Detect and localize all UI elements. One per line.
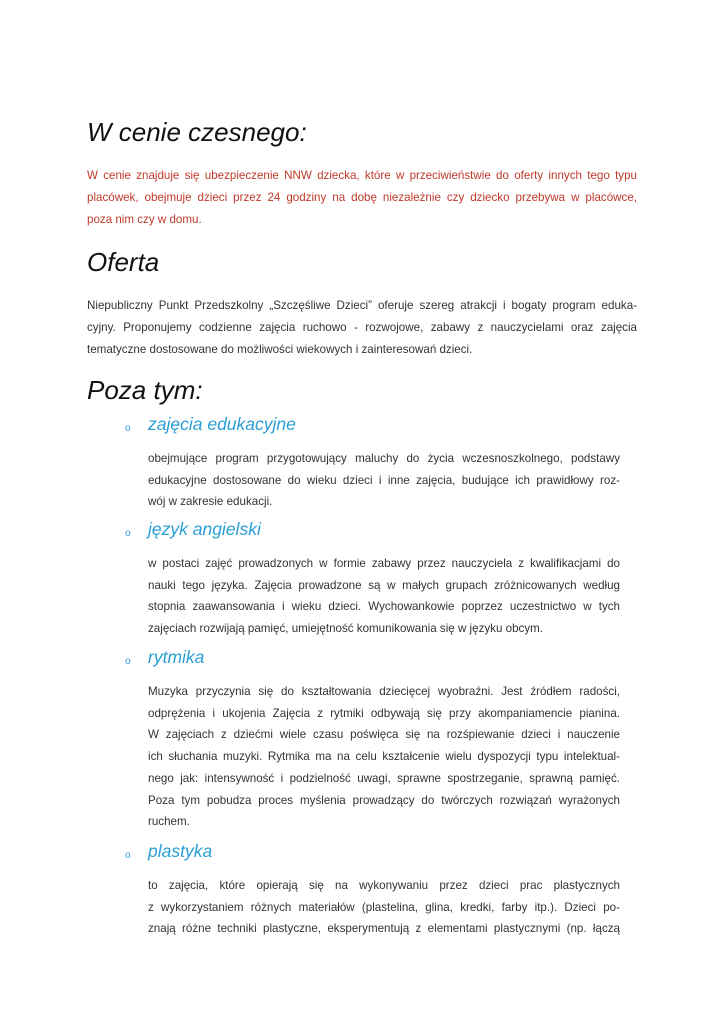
paragraph-english <box>148 553 620 640</box>
paragraph-line: edukacyjne dostosowane do wieku dzieci i inne zajęcia, budujące ich prawidłowy roz- <box>148 473 620 487</box>
paragraph-line: to zajęcia, które opierają się na wykonywaniu przez dzieci prac plastycznych <box>148 879 620 892</box>
paragraph-line: cyjny. Proponujemy codzienne zajęcia ruchowo - rozwojowe, zabawy z nauczycielami oraz zajęcia <box>87 320 637 334</box>
paragraph-line: W cenie znajduje się ubezpieczenie NNW dziecka, które w przeciwieństwie do oferty innych tego typu <box>87 169 637 182</box>
paragraph-line: nauki tego języka. Zajęcia prowadzone są w małych grupach zróżnicowanych według <box>148 578 620 592</box>
paragraph-line: nego jak: intensywność i podzielność uwagi, sprawne spostrzeganie, sprawną pamięć. <box>148 771 620 785</box>
subheading-english: język angielski <box>148 519 261 539</box>
paragraph-line: wój w zakresie edukacji. <box>148 495 273 509</box>
paragraph-line: ich słuchania muzyki. Rytmika ma na celu kształcenie wielu dyspozycji typu intelektual- <box>148 750 620 764</box>
paragraph-line: obejmujące program przygotowujący maluchy do życia wczesnoszkolnego, podstawy <box>148 452 620 465</box>
paragraph-rhythmics <box>148 681 620 833</box>
paragraph-line: zajęciach rozwijają pamięć, umiejętność komunikowania się w języku obcym. <box>148 622 543 636</box>
paragraph-line: Muzyka przyczynia się do kształtowania dziecięcej wyobraźni. Jest źródłem radości, <box>148 685 620 698</box>
heading-extra: Poza tym: <box>87 375 203 405</box>
bullet-icon: o <box>125 850 131 861</box>
paragraph-line: znają różne techniki plastyczne, eksperymentują z elementami plastycznymi (np. łączą <box>148 922 620 936</box>
paragraph-line: placówek, obejmuje dzieci przez 24 godziny na dobę niezależnie czy dziecko przebywa w placówce, <box>87 190 637 204</box>
paragraph-line: ruchem. <box>148 815 190 829</box>
subheading-art: plastyka <box>148 841 213 861</box>
paragraph-line: W zajęciach z dziećmi wiele czasu poświęca się na rozśpiewanie dzieci i nauczenie <box>148 728 620 742</box>
paragraph-price <box>87 165 637 230</box>
paragraph-line: Niepubliczny Punkt Przedszkolny „Szczęśliwe Dzieci” oferuje szereg atrakcji i bogaty program eduka- <box>87 299 637 312</box>
paragraph-line: w postaci zajęć prowadzonych w formie zabawy przez nauczyciela z kwalifikacjami do <box>148 557 620 570</box>
paragraph-line: tematyczne dostosowane do możliwości wiekowych i zainteresowań dzieci. <box>87 342 473 356</box>
paragraph-education <box>148 448 620 513</box>
bullet-icon: o <box>125 656 131 667</box>
paragraph-line: odprężenia i ukojenia Zajęcia z rytmiki odbywają się przy akompaniamencie pianina. <box>148 706 620 720</box>
paragraph-line: stopnia zaawansowania i wieku dzieci. Wychowankowie poprzez uczestnictwo w tych <box>148 600 620 614</box>
heading-offer: Oferta <box>87 247 160 277</box>
bullet-icon: o <box>125 528 131 539</box>
bullet-icon: o <box>125 423 131 434</box>
paragraph-line: z wykorzystaniem różnych materiałów (plastelina, glina, kredki, farby itp.). Dzieci po- <box>148 900 620 914</box>
paragraph-line: poza nim czy w domu. <box>87 212 202 226</box>
subheading-rhythmics: rytmika <box>148 647 205 667</box>
subheading-education: zajęcia edukacyjne <box>148 414 296 434</box>
heading-price: W cenie czesnego: <box>87 117 307 147</box>
paragraph-offer <box>87 295 637 360</box>
paragraph-line: Poza tym pobudza proces myślenia prowadzący do twórczych rozwiązań wyrażonych <box>148 793 620 807</box>
paragraph-art <box>148 875 620 940</box>
